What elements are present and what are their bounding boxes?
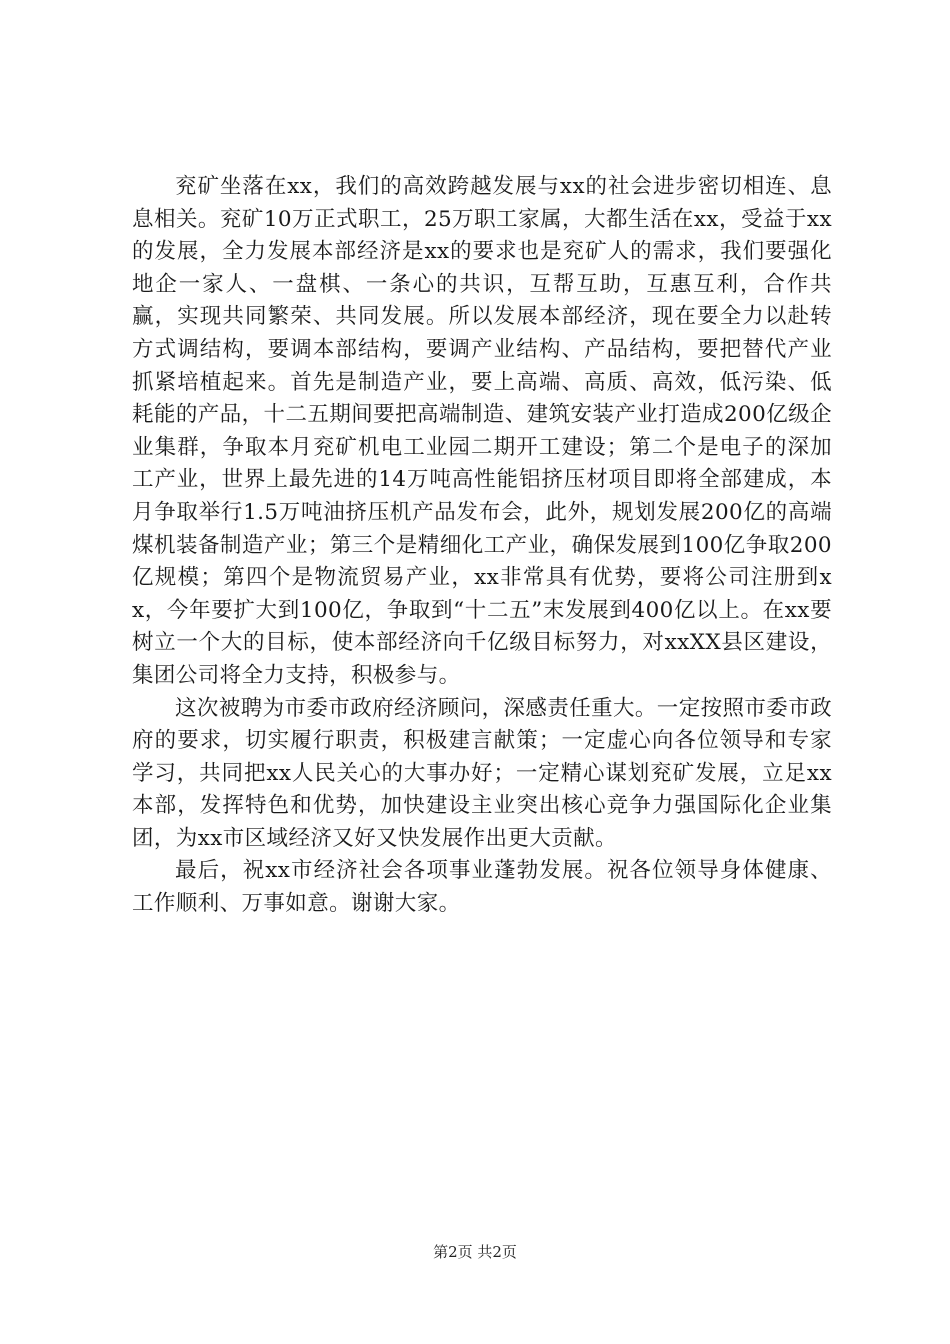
paragraph-closing: 最后，祝xx市经济社会各项事业蓬勃发展。祝各位领导身体健康、工作顺利、万事如意。谢谢大家。 <box>132 858 832 917</box>
page-number-footer: 第2页 共2页 <box>433 1243 517 1261</box>
paragraph-development: 兖矿坐落在xx，我们的高效跨越发展与xx的社会进步密切相连、息息相关。兖矿10万正式职工，25万职工家属，大都生活在xx，受益于xx的发展，全力发展本部经济是xx的要求也是兖矿人的需求，我们要强化地企一家人、一盘棋、一条心的共识，互帮互助，互惠互利，合作共赢，实现共同繁荣、共同发展。所以发展本部经济，现在要全力以赴转方式调结构，要调本部结构，要调产业结构、产品结构，要把替代产业抓紧培植起来。首先是制造产业，要上高端、高质、高效，低污染、低耗能的产品，十二五期间要把高端制造、建筑安装产业打造成200亿级企业集群，争取本月兖矿机电工业园二期开工建设；第二个是电子的深加工产业，世界上最先进的14万吨高性能铝挤压材项目即将全部建成，本月争取举行1.5万吨油挤压机产品发布会，此外，规划发展200亿的高端煤机装备制造产业；第三个是精细化工产业，确保发展到100亿争取200亿规模；第四个是物流贸易产业，xx非常具有优势，要将公司注册到xx，今年要扩大到100亿，争取到“十二五”末发展到400亿以上。在xx要树立一个大的目标，使本部经济向千亿级目标努力，对xxXX县区建设，集团公司将全力支持，积极参与。 <box>132 174 832 688</box>
paragraph-advisor: 这次被聘为市委市政府经济顾问，深感责任重大。一定按照市委市政府的要求，切实履行职责，积极建言献策；一定虚心向各位领导和专家学习，共同把xx人民关心的大事办好；一定精心谋划兖矿发展，立足xx本部，发挥特色和优势，加快建设主业突出核心竞争力强国际化企业集团，为xx市区域经济又好又快发展作出更大贡献。 <box>132 695 833 851</box>
document-body <box>132 171 832 921</box>
